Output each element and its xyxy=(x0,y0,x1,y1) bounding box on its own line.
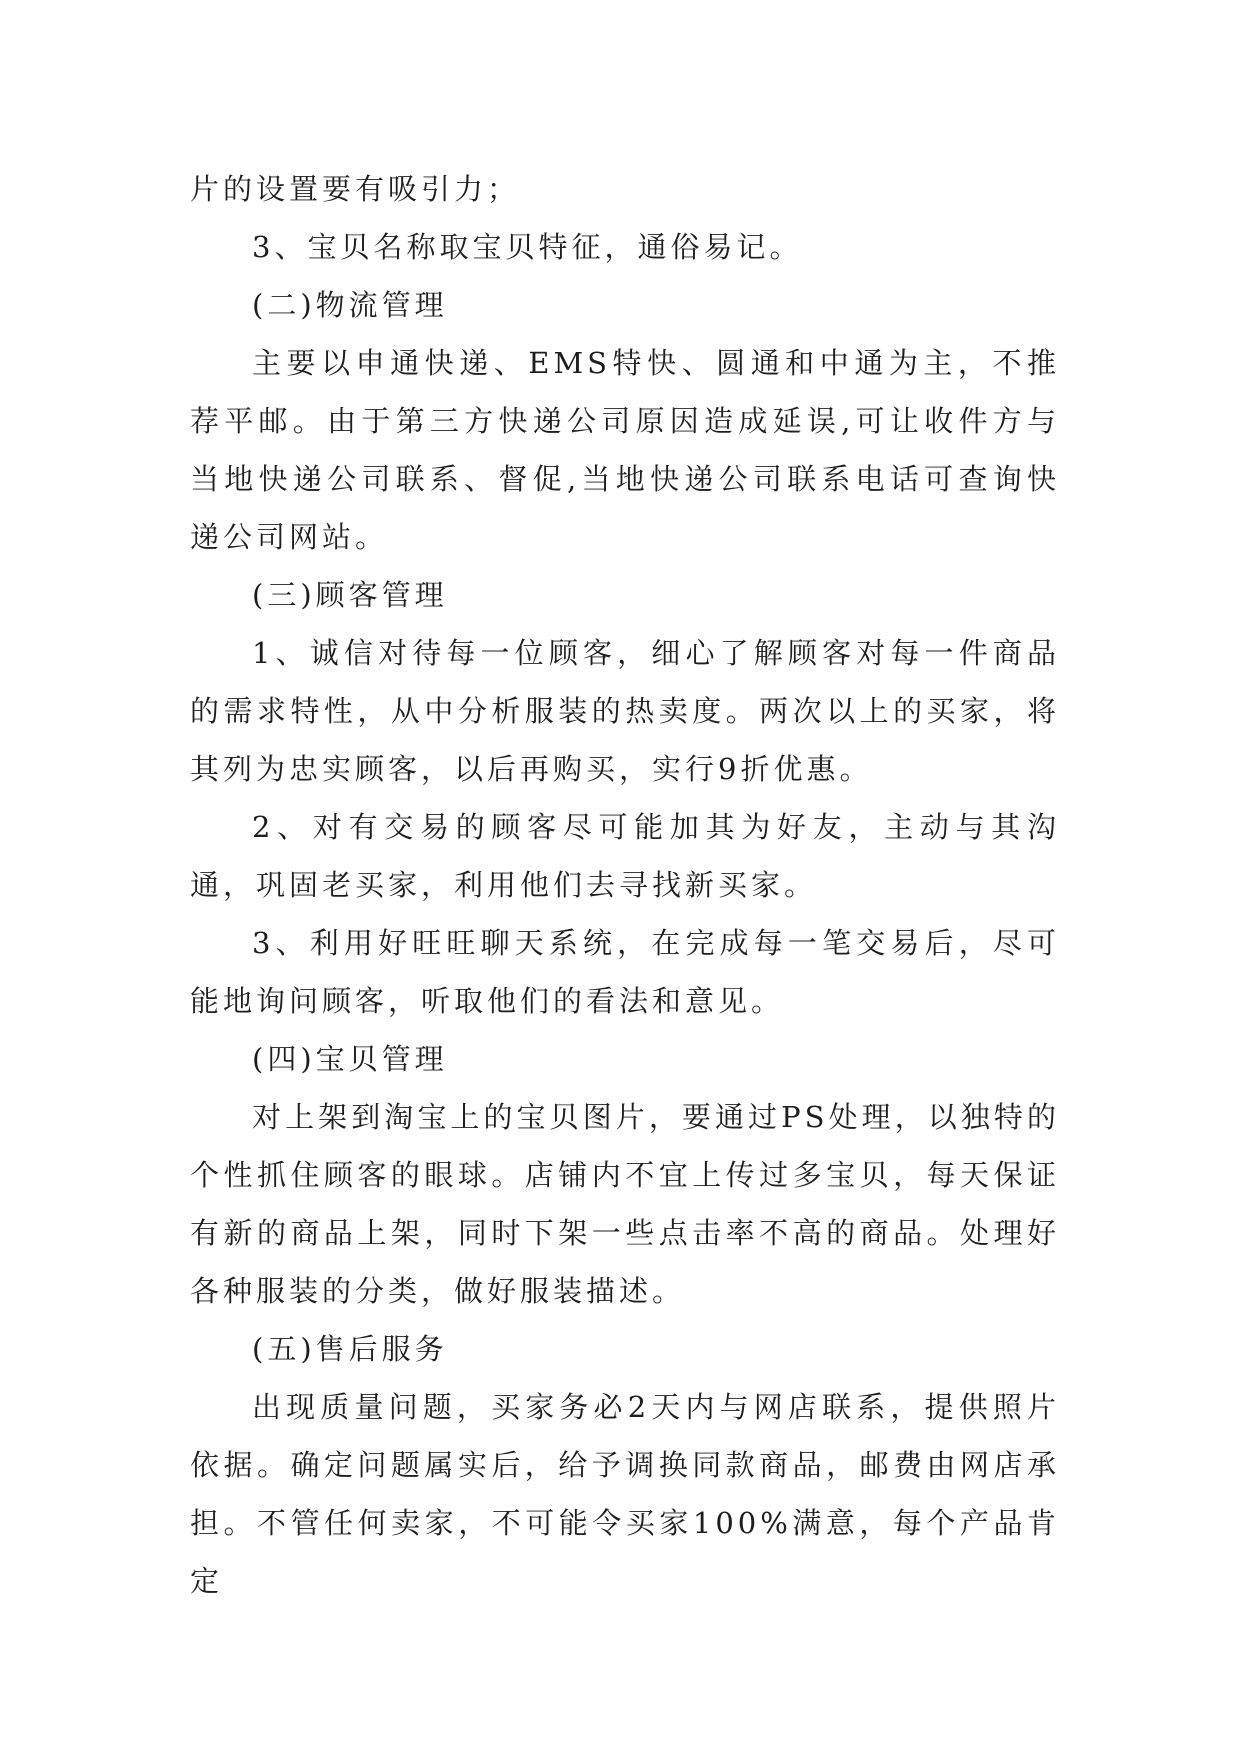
paragraph-customer-1: 1、诚信对待每一位顾客，细心了解顾客对每一件商品的需求特性，从中分析服装的热卖度。两次以上的买家，将其列为忠实顾客，以后再购买，实行9折优惠。 xyxy=(190,636,1060,786)
paragraph-customer-2: 2、对有交易的顾客尽可能加其为好友，主动与其沟通，巩固老买家，利用他们去寻找新买家。 xyxy=(190,810,1060,902)
paragraph-after-sales: 出现质量问题，买家务必2天内与网店联系，提供照片依据。确定问题属实后，给予调换同款商品，邮费由网店承担。不管任何卖家，不可能令买家100%满意，每个产品肯定 xyxy=(190,1390,1060,1598)
section-heading-after-sales: (五)售后服务 xyxy=(252,1332,448,1366)
paragraph-customer-3: 3、利用好旺旺聊天系统，在完成每一笔交易后，尽可能地询问顾客，听取他们的看法和意见。 xyxy=(190,926,1060,1018)
paragraph-product: 对上架到淘宝上的宝贝图片，要通过PS处理，以独特的个性抓住顾客的眼球。店铺内不宜上传过多宝贝，每天保证有新的商品上架，同时下架一些点击率不高的商品。处理好各种服装的分类，做好服装描述。 xyxy=(190,1100,1060,1308)
section-heading-product: (四)宝贝管理 xyxy=(252,1042,448,1076)
paragraph-2: 3、宝贝名称取宝贝特征，通俗易记。 xyxy=(252,230,803,264)
section-heading-customer: (三)顾客管理 xyxy=(252,578,448,612)
paragraph-1: 片的设置要有吸引力； xyxy=(190,172,521,206)
section-heading-logistics: (二)物流管理 xyxy=(252,288,448,322)
paragraph-logistics: 主要以申通快递、EMS特快、圆通和中通为主，不推荐平邮。由于第三方快递公司原因造成延误,可让收件方与当地快递公司联系、督促,当地快递公司联系电话可查询快递公司网站。 xyxy=(190,346,1060,554)
document-body xyxy=(190,160,1060,1610)
